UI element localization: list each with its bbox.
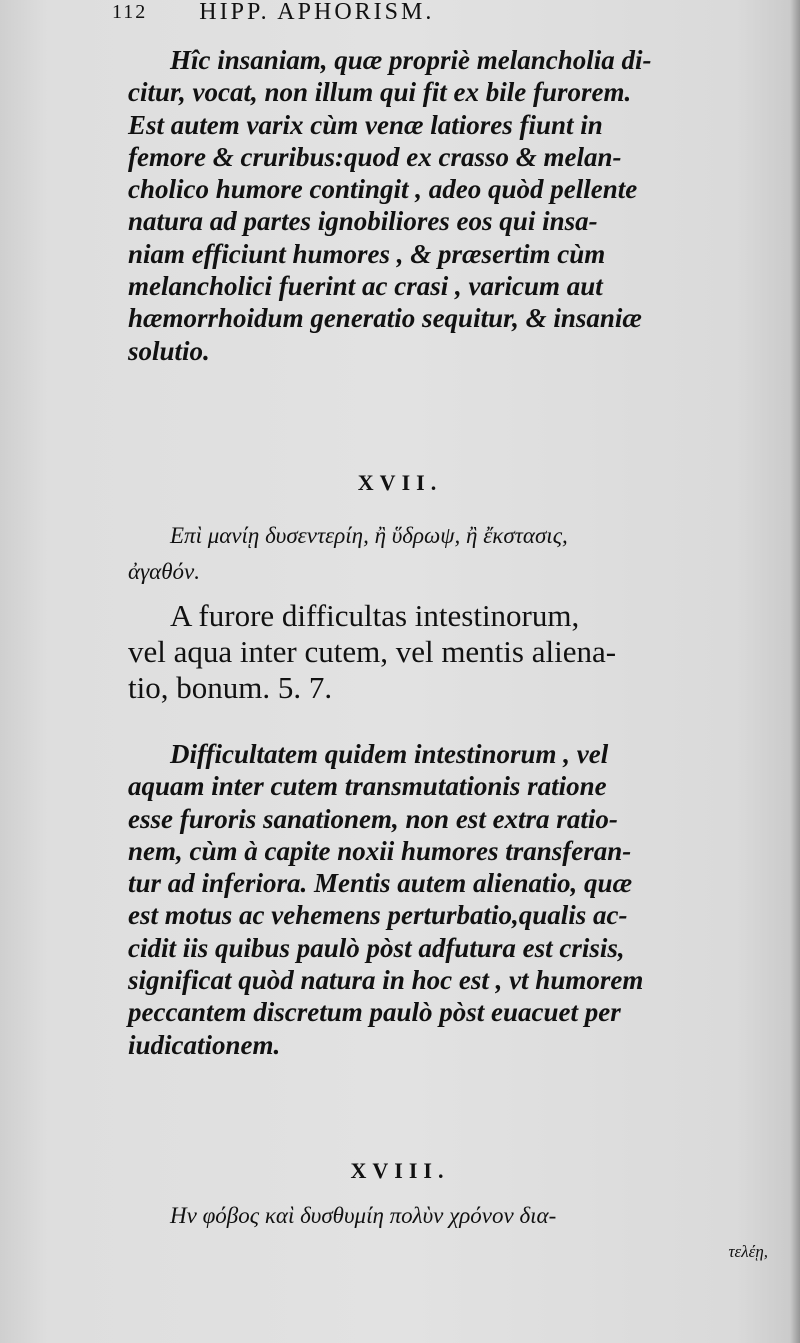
- text-line: melancholici fuerint ac crasi , varicum aut: [128, 271, 603, 302]
- text-line: iudicationem.: [128, 1029, 281, 1060]
- greek-line: ἀγαθόν.: [128, 559, 200, 584]
- text-line: Est autem varix cùm venæ latiores fiunt in: [128, 109, 603, 140]
- latin-line: A furore difficultas intestinorum,: [170, 598, 580, 633]
- text-line: Hîc insaniam, quæ propriè melancholia di-: [170, 45, 652, 75]
- text-line: Difficultatem quidem intestinorum , vel: [170, 739, 609, 769]
- text-line: tur ad inferiora. Mentis autem alienatio, quæ: [128, 868, 633, 899]
- text-line: est motus ac vehemens perturbatio,qualis ac-: [128, 900, 628, 931]
- commentary-paragraph-17: [128, 738, 768, 1061]
- text-line: cidit iis quibus paulò pòst adfutura est crisis,: [128, 932, 625, 963]
- text-line: peccantem discretum paulò pòst euacuet per: [128, 997, 621, 1028]
- latin-aphorism-17: [128, 598, 768, 706]
- greek-line: τελέῃ,: [728, 1242, 768, 1261]
- text-line: cholico humore contingit , adeo quòd pellente: [128, 174, 638, 205]
- text-line: femore & cruribus:quod ex crasso & melan-: [128, 141, 622, 172]
- text-line: esse furoris sanationem, non est extra ratio-: [128, 803, 618, 834]
- text-line: hæmorrhoidum generatio sequitur, & insaniæ: [128, 303, 642, 334]
- greek-line: Ην φόβος καὶ δυσθυμίη πολὺν χρόνον δια-: [170, 1203, 557, 1228]
- section-number-18: XVIII.: [350, 1158, 450, 1183]
- latin-line: tio, bonum. 5. 7.: [128, 670, 333, 705]
- page-header: [112, 0, 770, 24]
- running-head: HIPP. APHORISM.: [199, 0, 435, 25]
- greek-aphorism-18: [128, 1198, 788, 1270]
- greek-aphorism-17: [128, 518, 788, 590]
- text-line: niam efficiunt humores , & præsertim cùm: [128, 238, 606, 269]
- text-line: nem, cùm à capite noxii humores transferan-: [128, 835, 632, 866]
- commentary-paragraph-1: [128, 44, 768, 367]
- text-line: significat quòd natura in hoc est , vt humorem: [128, 965, 644, 996]
- text-line: aquam inter cutem transmutationis ratione: [128, 771, 607, 802]
- page-number: 112: [112, 0, 148, 23]
- text-line: solutio.: [128, 335, 210, 366]
- greek-line: Επὶ μανίῃ δυσεντερίη, ἢ ὕδρωψ, ἢ ἔκστασις,: [170, 523, 568, 548]
- page-edge-shadow: [790, 0, 800, 1343]
- latin-line: vel aqua inter cutem, vel mentis aliena-: [128, 634, 617, 669]
- text-line: natura ad partes ignobiliores eos qui insa-: [128, 206, 598, 237]
- text-line: citur, vocat, non illum qui fit ex bile furorem.: [128, 77, 632, 108]
- section-number-17: XVII.: [357, 470, 443, 495]
